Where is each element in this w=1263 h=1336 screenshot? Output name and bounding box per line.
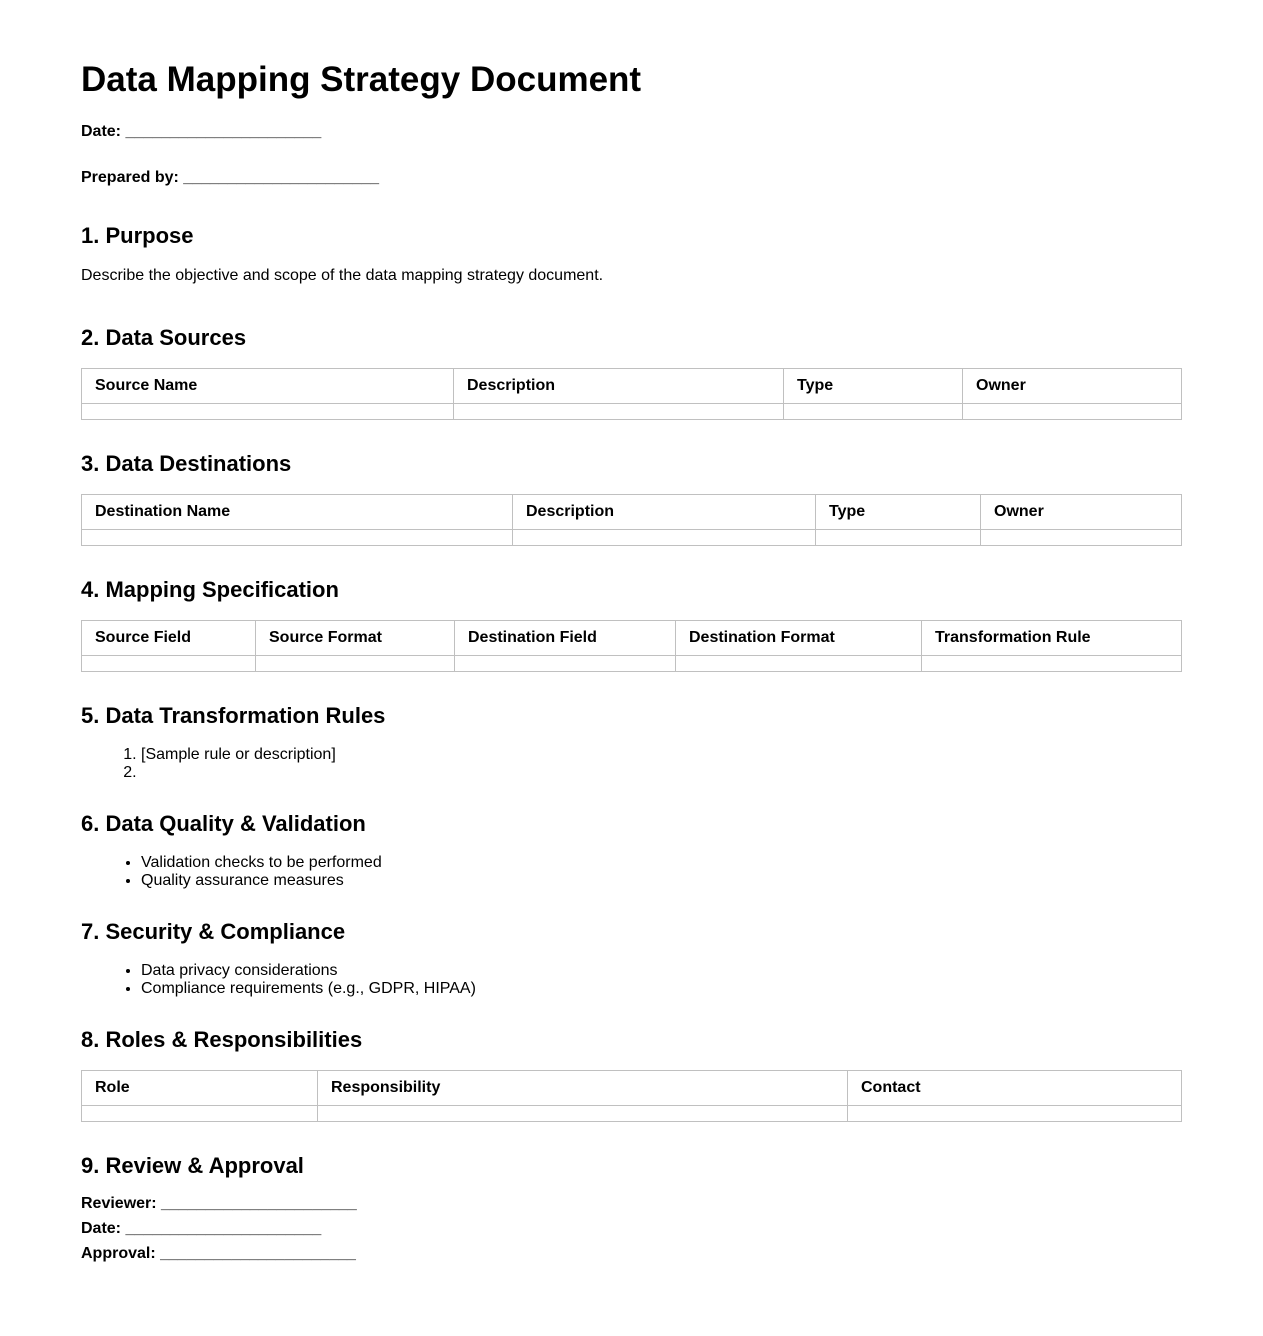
section-heading: 5. Data Transformation Rules — [81, 703, 386, 728]
column-header: Destination Name — [82, 495, 513, 530]
table-cell[interactable] — [455, 656, 676, 672]
review-date-blank[interactable]: ______________________ — [125, 1220, 322, 1237]
reviewer-field[interactable] — [81, 1194, 1182, 1214]
section-heading: 2. Data Sources — [81, 325, 247, 350]
column-header: Transformation Rule — [922, 621, 1182, 656]
approval-blank[interactable]: ______________________ — [160, 1245, 356, 1262]
section-security-compliance — [81, 918, 1182, 998]
section-heading: 6. Data Quality & Validation — [81, 811, 366, 836]
prepared-by-blank[interactable]: ______________________ — [183, 169, 380, 186]
table-row — [82, 656, 1182, 672]
section-heading: 1. Purpose — [81, 223, 194, 248]
table-header-row — [82, 369, 1182, 404]
table-cell[interactable] — [82, 530, 513, 546]
table-cell[interactable] — [784, 404, 963, 420]
column-header: Contact — [848, 1071, 1182, 1106]
column-header: Role — [82, 1071, 318, 1106]
review-date-field[interactable] — [81, 1219, 1182, 1239]
table-cell[interactable] — [848, 1106, 1182, 1122]
column-header: Destination Format — [676, 621, 922, 656]
table-cell[interactable] — [454, 404, 784, 420]
column-header: Type — [816, 495, 981, 530]
section-transformation-rules — [81, 702, 1182, 782]
list-item: • Data privacy considerations — [141, 962, 1182, 980]
purpose-text: Describe the objective and scope of the data mapping strategy document. — [81, 267, 604, 284]
list-item: • Quality assurance measures — [141, 872, 1182, 890]
column-header: Type — [784, 369, 963, 404]
data-destinations-table — [81, 494, 1182, 546]
section-heading: 4. Mapping Specification — [81, 577, 339, 602]
list-item — [141, 764, 1182, 782]
table-cell[interactable] — [513, 530, 816, 546]
section-mapping-specification — [81, 576, 1182, 672]
document-title: Data Mapping Strategy Document — [81, 60, 642, 99]
table-cell[interactable] — [256, 656, 455, 672]
data-sources-table — [81, 368, 1182, 420]
table-cell[interactable] — [922, 656, 1182, 672]
column-header: Source Name — [82, 369, 454, 404]
table-cell[interactable] — [963, 404, 1182, 420]
section-data-destinations — [81, 450, 1182, 546]
prepared-by-field[interactable] — [81, 168, 1182, 188]
table-cell[interactable] — [82, 404, 454, 420]
column-header: Source Field — [82, 621, 256, 656]
column-header: Description — [513, 495, 816, 530]
section-roles-responsibilities — [81, 1026, 1182, 1122]
list-item: • Validation checks to be performed — [141, 854, 1182, 872]
section-review-approval — [81, 1152, 1182, 1264]
column-header: Source Format — [256, 621, 455, 656]
table-header-row — [82, 1071, 1182, 1106]
table-row — [82, 530, 1182, 546]
table-row — [82, 404, 1182, 420]
section-heading: 8. Roles & Responsibilities — [81, 1027, 363, 1052]
reviewer-label: Reviewer: — [81, 1195, 157, 1212]
table-cell[interactable] — [82, 656, 256, 672]
date-label: Date: — [81, 123, 122, 140]
table-cell[interactable] — [981, 530, 1182, 546]
column-header: Responsibility — [318, 1071, 848, 1106]
security-compliance-list — [81, 962, 1182, 998]
table-row — [82, 1106, 1182, 1122]
column-header: Description — [454, 369, 784, 404]
column-header: Owner — [981, 495, 1182, 530]
section-heading: 3. Data Destinations — [81, 451, 292, 476]
transformation-rules-list — [81, 746, 1182, 782]
table-header-row — [82, 495, 1182, 530]
date-field[interactable] — [81, 122, 1182, 142]
table-cell[interactable] — [816, 530, 981, 546]
column-header: Destination Field — [455, 621, 676, 656]
mapping-specification-table — [81, 620, 1182, 672]
roles-responsibilities-table — [81, 1070, 1182, 1122]
table-cell[interactable] — [82, 1106, 318, 1122]
approval-field[interactable] — [81, 1244, 1182, 1264]
list-item: 1. [Sample rule or description] — [141, 746, 1182, 764]
section-data-sources — [81, 324, 1182, 420]
list-item: • Compliance requirements (e.g., GDPR, HIPAA) — [141, 980, 1182, 998]
quality-validation-list — [81, 854, 1182, 890]
table-cell[interactable] — [676, 656, 922, 672]
section-purpose — [81, 222, 1182, 286]
section-heading: 9. Review & Approval — [81, 1153, 304, 1178]
table-cell[interactable] — [318, 1106, 848, 1122]
prepared-by-label: Prepared by: — [81, 169, 179, 186]
date-blank[interactable]: ______________________ — [125, 123, 322, 140]
reviewer-blank[interactable]: ______________________ — [161, 1195, 357, 1212]
section-quality-validation — [81, 810, 1182, 890]
table-header-row — [82, 621, 1182, 656]
review-date-label: Date: — [81, 1220, 122, 1237]
approval-label: Approval: — [81, 1245, 156, 1262]
section-heading: 7. Security & Compliance — [81, 919, 346, 944]
column-header: Owner — [963, 369, 1182, 404]
